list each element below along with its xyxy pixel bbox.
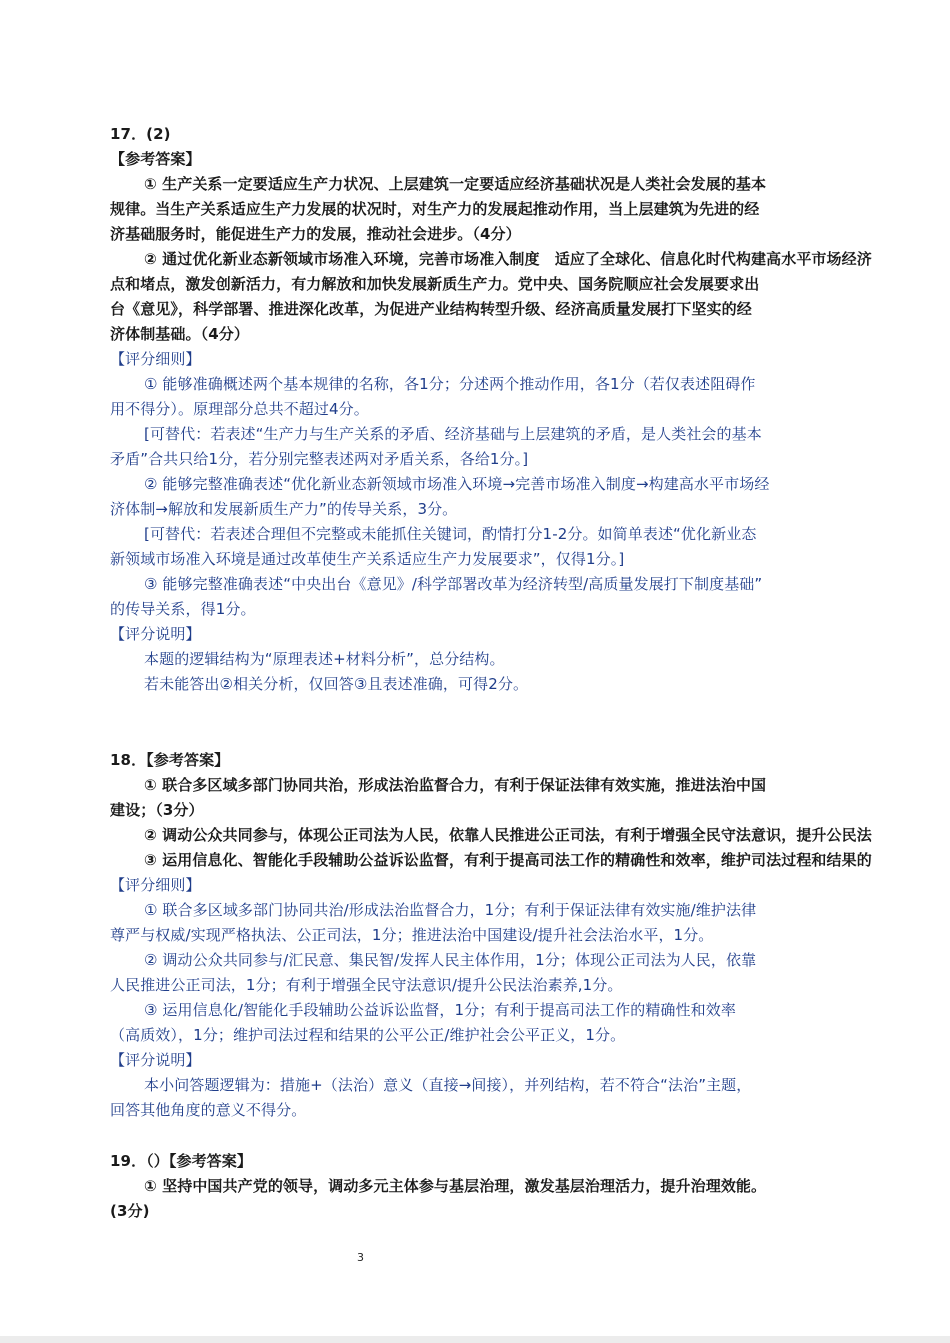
- q17-rule-line: 的传导关系，得1分。: [110, 600, 256, 618]
- q17-rule-line: ① 能够准确概述两个基本规律的名称，各1分；分述两个推动作用，各1分（若仅表述阻碍作: [144, 375, 756, 393]
- q17-note-line: 若未能答出②相关分析，仅回答③且表述准确，可得2分。: [144, 675, 529, 693]
- page-number: 3: [357, 1251, 364, 1264]
- q18-header: 18．【参考答案】: [110, 751, 230, 769]
- q18-rules-title: 【评分细则】: [110, 876, 201, 894]
- q18-note-line: 本小问答题逻辑为：措施+（法治）意义（直接→间接），并列结构，若不符合“法治”主题，: [144, 1076, 752, 1094]
- page-bottom-edge: [0, 1336, 950, 1343]
- q18-answer-line: ① 联合多区域多部门协同共治，形成法治监督合力，有利于保证法律有效实施，推进法治中国: [144, 776, 767, 794]
- q17-answer-line: 台《意见》，科学部署、推进深化改革，为促进产业结构转型升级、经济高质量发展打下坚实的经: [110, 300, 752, 318]
- q18-rule-line: ① 联合多区域多部门协同共治/形成法治监督合力，1分；有利于保证法律有效实施/维护法律: [144, 901, 757, 919]
- q17-answer-line: 济体制基础。（4分）: [110, 325, 249, 343]
- q17-answer-line: 点和堵点，激发创新活力，有力解放和加快发展新质生产力。党中央、国务院顺应社会发展要求出: [110, 275, 760, 293]
- q18-rule-line: ② 调动公众共同参与/汇民意、集民智/发挥人民主体作用，1分；体现公正司法为人民，依靠: [144, 951, 757, 969]
- q17-note-line: 本题的逻辑结构为“原理表述+材料分析”，总分结构。: [144, 650, 505, 668]
- q17-rule-line: [可替代：若表述“生产力与生产关系的矛盾、经济基础与上层建筑的矛盾，是人类社会的基本: [144, 425, 762, 443]
- q18-rule-line: （高质效），1分；维护司法过程和结果的公平公正/维护社会公平正义，1分。: [110, 1026, 626, 1044]
- q17-rule-line: 新领域市场准入环境是通过改革使生产关系适应生产力发展要求”，仅得1分。]: [110, 550, 625, 568]
- q19-answer-line: (3分): [110, 1202, 150, 1220]
- q18-rule-line: 人民推进公正司法，1分；有利于增强全民守法意识/提升公民法治素养,1分。: [110, 976, 623, 994]
- q17-answer-line: 济基础服务时，能促进生产力的发展，推动社会进步。（4分）: [110, 225, 521, 243]
- q17-rules-title: 【评分细则】: [110, 350, 201, 368]
- q17-rule-line: [可替代：若表述合理但不完整或未能抓住关键词，酌情打分1-2分。如简单表述“优化新业态: [144, 525, 757, 543]
- q17-header: 17．(2): [110, 125, 171, 143]
- q17-rule-line: ② 能够完整准确表述“优化新业态新领域市场准入环境→完善市场准入制度→构建高水平市场经: [144, 475, 770, 493]
- q17-answer-line: 规律。当生产关系适应生产力发展的状况时，对生产力的发展起推动作用，当上层建筑为先进的经: [110, 200, 760, 218]
- q18-note-line: 回答其他角度的意义不得分。: [110, 1101, 307, 1119]
- q17-rule-line: ③ 能够完整准确表述“中央出台《意见》/科学部署改革为经济转型/高质量发展打下制度基础”: [144, 575, 763, 593]
- q18-answer-line: 建设；（3分）: [110, 801, 204, 819]
- q17-rule-line: 济体制→解放和发展新质生产力”的传导关系，3分。: [110, 500, 458, 518]
- q17-answer-line: ② 通过优化新业态新领域市场准入环境，完善市场准入制度 适应了全球化、信息化时代构建高水平市场经济: [144, 250, 872, 268]
- q18-answer-line: ② 调动公众共同参与，体现公正司法为人民，依靠人民推进公正司法，有利于增强全民守法意识，提升公民法: [144, 826, 872, 844]
- q19-answer-line: ① 坚持中国共产党的领导，调动多元主体参与基层治理，激发基层治理活力，提升治理效能。: [144, 1177, 767, 1195]
- q18-rule-line: ③ 运用信息化/智能化手段辅助公益诉讼监督，1分；有利于提高司法工作的精确性和效率: [144, 1001, 736, 1019]
- q17-notes-title: 【评分说明】: [110, 625, 201, 643]
- q17-rule-line: 矛盾”合共只给1分，若分别完整表述两对矛盾关系，各给1分。]: [110, 450, 529, 468]
- q18-answer-line: ③ 运用信息化、智能化手段辅助公益诉讼监督，有利于提高司法工作的精确性和效率，维护司法过程和结果的: [144, 851, 872, 869]
- q18-rule-line: 尊严与权威/实现严格执法、公正司法，1分；推进法治中国建设/提升社会法治水平，1分。: [110, 926, 714, 944]
- q17-rule-line: 用不得分）。原理部分总共不超过4分。: [110, 400, 369, 418]
- q17-ref-title: 【参考答案】: [110, 150, 201, 168]
- q18-notes-title: 【评分说明】: [110, 1051, 201, 1069]
- q17-answer-line: ① 生产关系一定要适应生产力状况、上层建筑一定要适应经济基础状况是人类社会发展的基本: [144, 175, 767, 193]
- q19-header: 19．（）【参考答案】: [110, 1152, 252, 1170]
